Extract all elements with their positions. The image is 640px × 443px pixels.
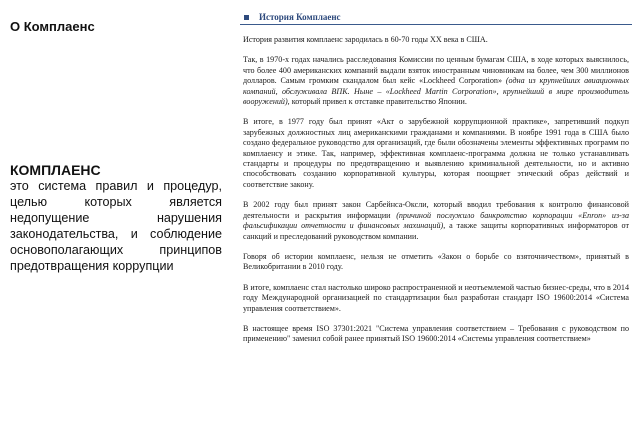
paragraph-text: , который привел к отставке правительство Японии. [287,97,467,107]
paragraph-text: , а также защиты корпоративных информаторов от санкций и преследований руководством компании. [243,221,629,241]
paragraph-fcpa: В итоге, в 1977 году был принят «Акт о зарубежной коррупционной практике», запретивший подкуп зарубежных должностных лиц американскими гражданами и компаниями. В ноябре 1991 года в США было создано федеральное руководство для организаций, где были обозначены элементы эффективных программ по комплаенсу и этике. Так, например, эффективная комплаенс-программа должна не только устанавливать стандарты и процедуры по предотвращению и выявлению криминальной деятельности, но и активно способствовать созданию корпоративной культуры, которая поощряет этический образ действий и соответствие закону. [243,117,629,189]
left-column [0,0,222,443]
paragraph-lockheed [243,55,629,107]
section-header [244,10,341,24]
header-divider [240,24,632,25]
paragraph-note: (причиной послужило банкротство корпорации «Enron» из-за фальсификации отчетности и финансовых махинаций) [243,210,630,231]
history-body [243,35,629,355]
paragraph-text: Так, в 1970-х годах начались расследования Комиссии по ценным бумагам США, в ходе которых выяснилось, что более 400 американских компаний выдали взяток иностранным чиновникам на более, чем 300 миллионов долларов. Самым громким скандалом был кейс «Lockheed Corporation» [243,55,629,86]
paragraph-origin: История развития комплаенс зародилась в 60-70 годы XX века в США. [243,35,488,44]
paragraph-note: (одна из крупнейших авиационных компаний, обслуживала ВПК. Ныне – «Lockheed Martin Corporation», крупнейший в мире производитель вооружений) [243,76,629,107]
square-bullet-icon [244,15,249,20]
history-section [240,0,632,443]
page-title: О Комплаенс [10,19,95,34]
paragraph-uk-bribery: Говоря об истории комплаенс, нельзя не отметить «Закон о борьбе со взяточничеством», принятый в Великобритании в 2010 году. [243,251,629,272]
paragraph-iso-19600: В итоге, комплаенс стал настолько широко распространенной и неотъемлемой частью бизнес-среды, что в 2014 году Международной организацией по стандартизации был разработан стандарт ISO 19600:2014 «Система управления соответствием». [243,282,630,313]
paragraph-sox [243,200,629,242]
paragraph-iso-37301: В настоящее время ISO 37301:2021 "Система управления соответствием – Требования с руководством по применению" заменил собой ранее принятый ISO 19600:2014 «Системы управления соответствием» [243,323,629,344]
section-title: История Комплаенс [259,12,341,22]
definition-text: это система правил и процедур, целью которых является недопущение нарушения законодательства, и соблюдение основополагающих принципов предотвращения коррупции [10,179,222,273]
paragraph-text: В 2002 году был принят закон Сарбейнса-Оксли, который вводил требования к контролю финансовой деятельности и раскрытия информации [243,200,629,220]
definition-term: КОМПЛАЕНС [10,162,101,178]
